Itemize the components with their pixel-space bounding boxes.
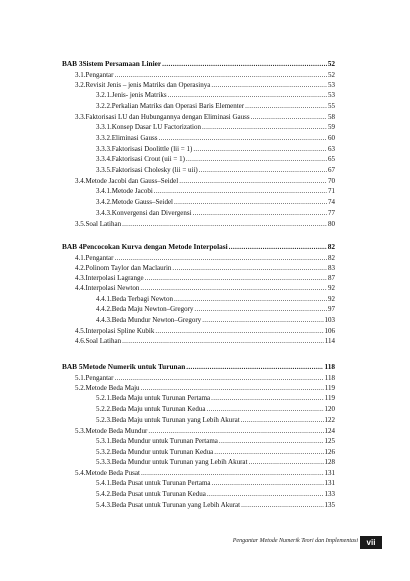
toc-section[interactable] xyxy=(62,469,335,477)
toc-subsection-page: 59 xyxy=(328,123,335,131)
toc-subsection-number: 3.4.2. xyxy=(96,198,112,206)
toc-subsection[interactable] xyxy=(62,209,335,217)
dot-leader xyxy=(193,209,327,217)
toc-section-title: Faktorisasi LU dan Hubungannya dengan Eliminasi Gauss xyxy=(85,112,250,121)
toc-section-title: Soal Latihan xyxy=(85,219,122,228)
dot-leader xyxy=(168,91,327,99)
dot-leader xyxy=(245,102,327,110)
toc-subsection-title: Beda Maju untuk Turunan yang Lebih Akurat xyxy=(111,415,240,424)
toc-subsection[interactable] xyxy=(62,155,335,163)
toc-subsection[interactable] xyxy=(62,123,335,131)
dot-leader xyxy=(122,220,327,228)
dot-leader xyxy=(140,284,327,292)
toc-section-page: 124 xyxy=(324,426,335,435)
dot-leader xyxy=(148,427,323,435)
dot-leader xyxy=(193,145,327,153)
toc-section-number: 4.4. xyxy=(75,284,86,293)
toc-subsection-page: 133 xyxy=(324,490,335,499)
toc-subsection-page: 92 xyxy=(328,294,335,303)
toc-section-number: 3.4. xyxy=(75,177,86,185)
toc-subsection[interactable] xyxy=(62,316,335,324)
toc-section[interactable] xyxy=(62,81,335,89)
toc-subsection-number: 5.3.1. xyxy=(96,436,112,445)
toc-subsection[interactable] xyxy=(62,187,335,195)
toc-subsection-number: 5.2.1. xyxy=(96,394,112,403)
toc-subsection-number: 3.3.2. xyxy=(96,133,112,142)
chapter-heading-number: BAB 5 xyxy=(62,362,83,371)
toc-subsection-title: Beda Mundur untuk Turunan Pertama xyxy=(111,436,218,445)
dot-leader xyxy=(154,187,327,195)
dot-leader xyxy=(122,337,324,345)
toc-subsection-title: Beda Mundur Newton–Gregory xyxy=(111,316,202,325)
toc-section-number: 3.3. xyxy=(75,112,86,121)
toc-section-title: Interpolasi Spline Kubik xyxy=(85,327,155,335)
toc-section-page: 106 xyxy=(324,327,335,335)
dot-leader xyxy=(155,327,323,335)
toc-subsection[interactable] xyxy=(62,437,335,445)
toc-subsection-number: 4.4.3. xyxy=(96,316,112,325)
toc-subsection-number: 5.4.3. xyxy=(96,501,112,509)
toc-section-page: 52 xyxy=(328,70,335,79)
toc-section[interactable] xyxy=(62,337,335,345)
toc-subsection-page: 103 xyxy=(324,316,335,325)
toc-subsection-title: Perkalian Matriks dan Operasi Baris Elementer xyxy=(111,102,245,110)
toc-section[interactable] xyxy=(62,274,335,282)
dot-leader xyxy=(141,384,324,392)
toc-section-page: 131 xyxy=(324,469,335,478)
dot-leader xyxy=(199,166,327,174)
dot-leader xyxy=(186,155,327,163)
toc-subsection-number: 5.2.2. xyxy=(96,405,112,413)
toc-subsection-number: 3.3.5. xyxy=(96,166,112,175)
dot-leader xyxy=(115,71,328,79)
toc-subsection-title: Faktorisasi Cholesky (lii = uii) xyxy=(111,166,198,175)
dot-leader xyxy=(174,198,327,206)
toc-subsection-title: Faktorisasi Doolittle (lii = 1) xyxy=(111,144,193,153)
toc-subsection[interactable] xyxy=(62,295,335,303)
toc-section-title: Soal Latihan xyxy=(85,337,122,346)
toc-section-title: Metode Jacobi dan Gauss–Seidel xyxy=(85,177,179,185)
dot-leader xyxy=(214,448,323,456)
dot-leader xyxy=(251,113,327,121)
toc-section-title: Revisit Jenis – jenis Matriks dan Operasinya xyxy=(85,81,211,89)
toc-subsection-page: 128 xyxy=(324,458,335,467)
toc-subsection-title: Beda Terbagi Newton xyxy=(111,294,173,303)
toc-subsection[interactable] xyxy=(62,490,335,498)
toc-section-number: 3.2. xyxy=(75,81,86,89)
toc-subsection-page: 63 xyxy=(328,144,335,153)
chapter-heading-title: Metode Numerik untuk Turunan xyxy=(82,362,186,371)
toc-subsection-title: Beda Pusat untuk Turunan Pertama xyxy=(111,479,211,488)
footer-book-title: Pengantar Metode Numerik Teori dan Implementasi xyxy=(232,538,358,544)
toc-section-number: 4.6. xyxy=(75,337,86,346)
chapter-heading[interactable] xyxy=(62,60,335,68)
toc-section-page: 92 xyxy=(328,284,335,293)
toc-section-number: 3.1. xyxy=(75,70,86,79)
toc-subsection-page: 119 xyxy=(324,394,335,403)
dot-leader xyxy=(248,458,323,466)
toc-section-title: Metode Beda Maju xyxy=(85,384,140,392)
toc-section-page: 114 xyxy=(324,337,335,346)
toc-subsection[interactable] xyxy=(62,145,335,153)
toc-section[interactable] xyxy=(62,374,335,382)
toc-subsection-number: 3.2.1. xyxy=(96,91,112,100)
dot-leader xyxy=(194,305,327,313)
dot-leader xyxy=(212,479,324,487)
toc-subsection-page: 53 xyxy=(328,91,335,100)
toc-subsection-title: Konvergensi dan Divergensi xyxy=(111,208,192,217)
toc-subsection-page: 60 xyxy=(328,133,335,142)
toc-subsection[interactable] xyxy=(62,305,335,313)
toc-section-number: 4.5. xyxy=(75,327,86,335)
toc-section-page: 80 xyxy=(328,219,335,228)
chapter-heading-number: BAB 4 xyxy=(62,242,83,251)
toc-section-title: Pengantar xyxy=(85,253,114,262)
dot-leader xyxy=(206,405,323,413)
toc-subsection-title: Faktorisasi Crout (uii = 1) xyxy=(111,155,185,164)
chapter-heading-title: Sistem Persamaan Linier xyxy=(82,59,162,68)
toc-subsection-page: 77 xyxy=(328,208,335,217)
dot-leader xyxy=(207,490,324,498)
toc-subsection-title: Beda Maju Newton–Gregory xyxy=(111,305,194,314)
toc-section-page: 53 xyxy=(328,81,335,89)
dot-leader xyxy=(179,177,327,185)
dot-leader xyxy=(211,81,327,89)
toc-subsection[interactable] xyxy=(62,458,335,466)
chapter-heading-page: 52 xyxy=(327,59,335,68)
toc-section[interactable] xyxy=(62,264,335,272)
toc-subsection[interactable] xyxy=(62,405,335,413)
toc-subsection[interactable] xyxy=(62,448,335,456)
toc-section-title: Pengantar xyxy=(85,373,114,382)
toc-section[interactable] xyxy=(62,427,335,435)
toc-section-number: 5.1. xyxy=(75,373,86,382)
toc-subsection-number: 4.4.1. xyxy=(96,294,112,303)
chapter-heading-page: 118 xyxy=(324,362,335,371)
dot-leader xyxy=(202,123,327,131)
toc-subsection[interactable] xyxy=(62,102,335,110)
toc-section-page: 70 xyxy=(328,177,335,185)
toc-section-page: 82 xyxy=(328,253,335,262)
toc-section[interactable] xyxy=(62,220,335,228)
toc-section-number: 5.4. xyxy=(75,469,86,478)
toc-subsection-page: 65 xyxy=(328,155,335,164)
page-footer xyxy=(0,535,410,551)
toc-section[interactable] xyxy=(62,284,335,292)
toc-subsection-title: Beda Mundur untuk Turunan Kedua xyxy=(111,447,214,456)
dot-leader xyxy=(145,274,327,282)
toc-subsection-number: 3.3.3. xyxy=(96,144,112,153)
toc-section[interactable] xyxy=(62,177,335,185)
toc-subsection-page: 74 xyxy=(328,198,335,206)
chapter-heading[interactable] xyxy=(62,243,335,251)
toc-subsection-number: 5.3.3. xyxy=(96,458,112,467)
chapter-heading-number: BAB 3 xyxy=(62,59,83,68)
toc-section-title: Polinom Taylor dan Maclaurin xyxy=(85,264,172,272)
chapter-heading-title: Pencocokan Kurva dengan Metode Interpolasi xyxy=(82,242,228,251)
toc-section[interactable] xyxy=(62,71,335,79)
toc-subsection[interactable] xyxy=(62,501,335,509)
toc-section-number: 5.2. xyxy=(75,384,86,392)
toc-subsection-title: Metode Gauss–Seidel xyxy=(111,198,173,206)
toc-subsection-page: 67 xyxy=(328,166,335,175)
toc-subsection[interactable] xyxy=(62,416,335,424)
toc-subsection-number: 3.4.3. xyxy=(96,208,112,217)
toc-subsection-title: Jenis- jenis Matriks xyxy=(111,91,167,100)
toc-section-page: 118 xyxy=(324,373,335,382)
toc-section-title: Pengantar xyxy=(85,70,114,79)
toc-subsection-number: 3.3.4. xyxy=(96,155,112,164)
dot-leader xyxy=(174,295,327,303)
toc-subsection-page: 122 xyxy=(324,415,335,424)
toc-subsection-number: 3.3.1. xyxy=(96,123,112,131)
toc-subsection-title: Konsep Dasar LU Factorization xyxy=(111,123,201,131)
toc-subsection-number: 4.4.2. xyxy=(96,305,112,314)
toc-section-number: 4.2. xyxy=(75,264,86,272)
toc-subsection-page: 126 xyxy=(324,447,335,456)
dot-leader xyxy=(241,416,324,424)
dot-leader xyxy=(141,469,324,477)
toc-subsection-title: Beda Maju untuk Turunan Pertama xyxy=(111,394,211,403)
chapter-heading-page: 82 xyxy=(327,242,335,251)
page-number-badge: vii xyxy=(360,536,382,549)
toc-section-number: 4.3. xyxy=(75,274,86,283)
toc-section-number: 5.3. xyxy=(75,426,86,435)
toc-section-number: 3.5. xyxy=(75,219,86,228)
toc-subsection-number: 5.4.1. xyxy=(96,479,112,488)
toc-subsection-title: Beda Pusat untuk Turunan yang Lebih Akurat xyxy=(111,501,241,509)
toc-subsection-number: 3.4.1. xyxy=(96,187,112,196)
toc-subsection-title: Beda Mundur untuk Turunan yang Lebih Akurat xyxy=(111,458,248,467)
dot-leader xyxy=(219,437,324,445)
toc-section-page: 87 xyxy=(328,274,335,283)
dot-leader xyxy=(115,374,324,382)
toc-subsection-page: 135 xyxy=(324,501,335,509)
toc-section[interactable] xyxy=(62,327,335,335)
dot-leader xyxy=(115,254,328,262)
toc-subsection[interactable] xyxy=(62,166,335,174)
toc-subsection[interactable] xyxy=(62,91,335,99)
toc-section-title: Interpolasi Lagrange xyxy=(85,274,144,283)
chapter-heading[interactable] xyxy=(62,363,335,371)
toc-section[interactable] xyxy=(62,384,335,392)
toc-subsection-number: 5.3.2. xyxy=(96,447,112,456)
toc-subsection-page: 55 xyxy=(328,102,335,110)
toc-section-page: 119 xyxy=(324,384,335,392)
toc-subsection[interactable] xyxy=(62,134,335,142)
toc-section[interactable] xyxy=(62,254,335,262)
dot-leader xyxy=(229,243,327,251)
toc-subsection[interactable] xyxy=(62,394,335,402)
toc-subsection[interactable] xyxy=(62,479,335,487)
toc-subsection-number: 3.2.2. xyxy=(96,102,112,110)
toc-subsection-title: Eliminasi Gauss xyxy=(111,133,158,142)
toc-section-title: Metode Beda Pusat xyxy=(85,469,140,478)
dot-leader xyxy=(241,501,323,509)
dot-leader xyxy=(202,316,323,324)
toc-subsection-page: 125 xyxy=(324,436,335,445)
toc-section-page: 83 xyxy=(328,264,335,272)
toc-subsection-page: 71 xyxy=(328,187,335,196)
toc-subsection-number: 5.2.3. xyxy=(96,415,112,424)
toc-subsection-number: 5.4.2. xyxy=(96,490,112,499)
toc-subsection-title: Metode Jacobi xyxy=(111,187,153,196)
toc-subsection-title: Beda Pusat untuk Turunan Kedua xyxy=(111,490,206,499)
toc-section[interactable] xyxy=(62,113,335,121)
toc-subsection-page: 97 xyxy=(328,305,335,314)
dot-leader xyxy=(162,60,327,68)
toc-section-title: Interpolasi Newton xyxy=(85,284,140,293)
dot-leader xyxy=(211,394,324,402)
toc-section-title: Metode Beda Mundur xyxy=(85,426,148,435)
toc-subsection[interactable] xyxy=(62,198,335,206)
toc-section-page: 58 xyxy=(328,112,335,121)
toc-subsection-title: Beda Maju untuk Turunan Kedua xyxy=(111,405,206,413)
dot-leader xyxy=(172,264,327,272)
toc-subsection-page: 120 xyxy=(324,405,335,413)
dot-leader xyxy=(158,134,327,142)
toc-subsection-page: 131 xyxy=(324,479,335,488)
dot-leader xyxy=(186,363,323,371)
toc-section-number: 4.1. xyxy=(75,253,86,262)
